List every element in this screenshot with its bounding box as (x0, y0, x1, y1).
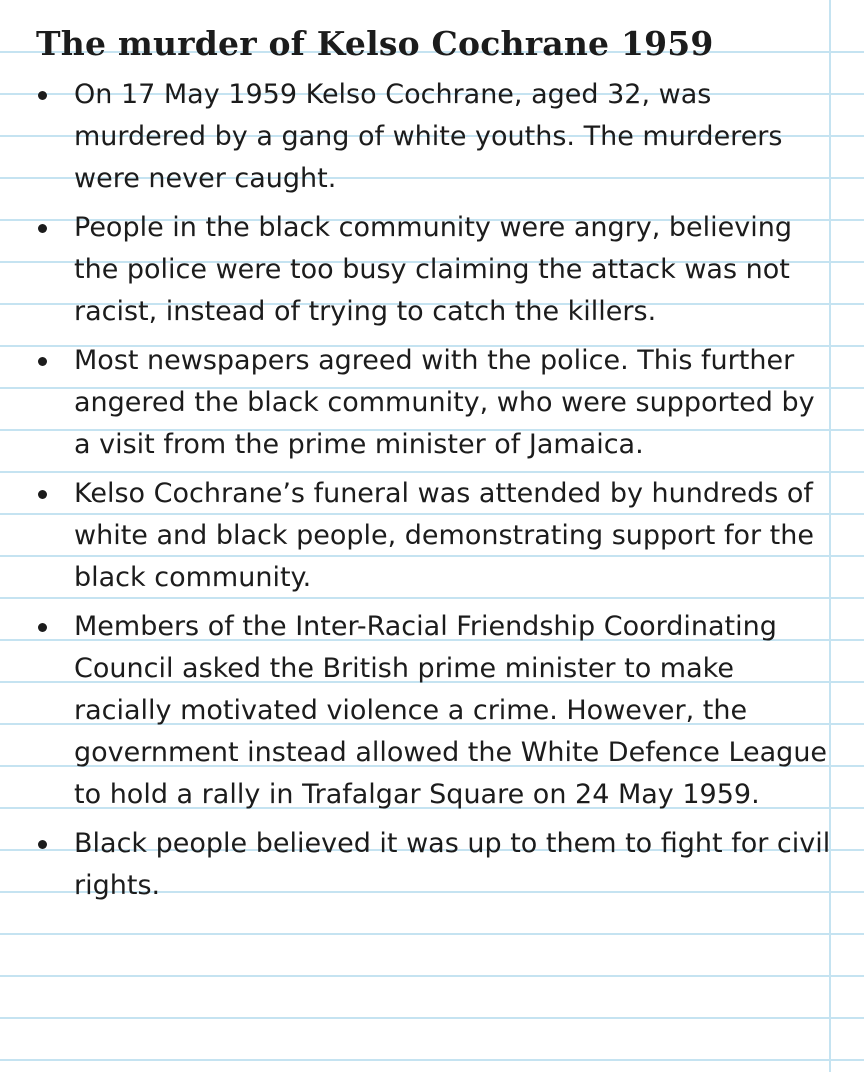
bullet-item (36, 340, 834, 466)
bullet-text: People in the black community were angry, believing the police were too busy claiming the attack was not racist, instead of trying to catch the killers. (74, 212, 792, 327)
bullet-text: Black people believed it was up to them to fight for civil rights. (74, 828, 831, 901)
bullet-dot-icon (38, 91, 47, 100)
bullet-dot-icon (38, 490, 47, 499)
bullet-text: Most newspapers agreed with the police. This further angered the black community, who were supported by a visit from the prime minister of Jamaica. (74, 345, 815, 460)
bullet-dot-icon (38, 840, 47, 849)
bullet-dot-icon (38, 224, 47, 233)
bullet-list (36, 74, 831, 907)
bullet-item (36, 207, 834, 333)
note-title: The murder of Kelso Cochrane 1959 (36, 24, 714, 63)
bullet-text: Kelso Cochrane’s funeral was attended by hundreds of white and black people, demonstrating support for the black community. (74, 478, 814, 593)
bullet-dot-icon (38, 357, 47, 366)
revision-note (36, 14, 831, 914)
bullet-item (36, 473, 834, 599)
bullet-item (36, 823, 834, 907)
bullet-text: Members of the Inter-Racial Friendship Coordinating Council asked the British prime minister to make racially motivated violence a crime. However, the government instead allowed the White Defence League to hold a rally in Trafalgar Square on 24 May 1959. (74, 611, 828, 810)
bullet-text: On 17 May 1959 Kelso Cochrane, aged 32, was murdered by a gang of white youths. The murderers were never caught. (74, 79, 783, 194)
bullet-item (36, 74, 834, 200)
bullet-dot-icon (38, 623, 47, 632)
bullet-item (36, 606, 834, 816)
